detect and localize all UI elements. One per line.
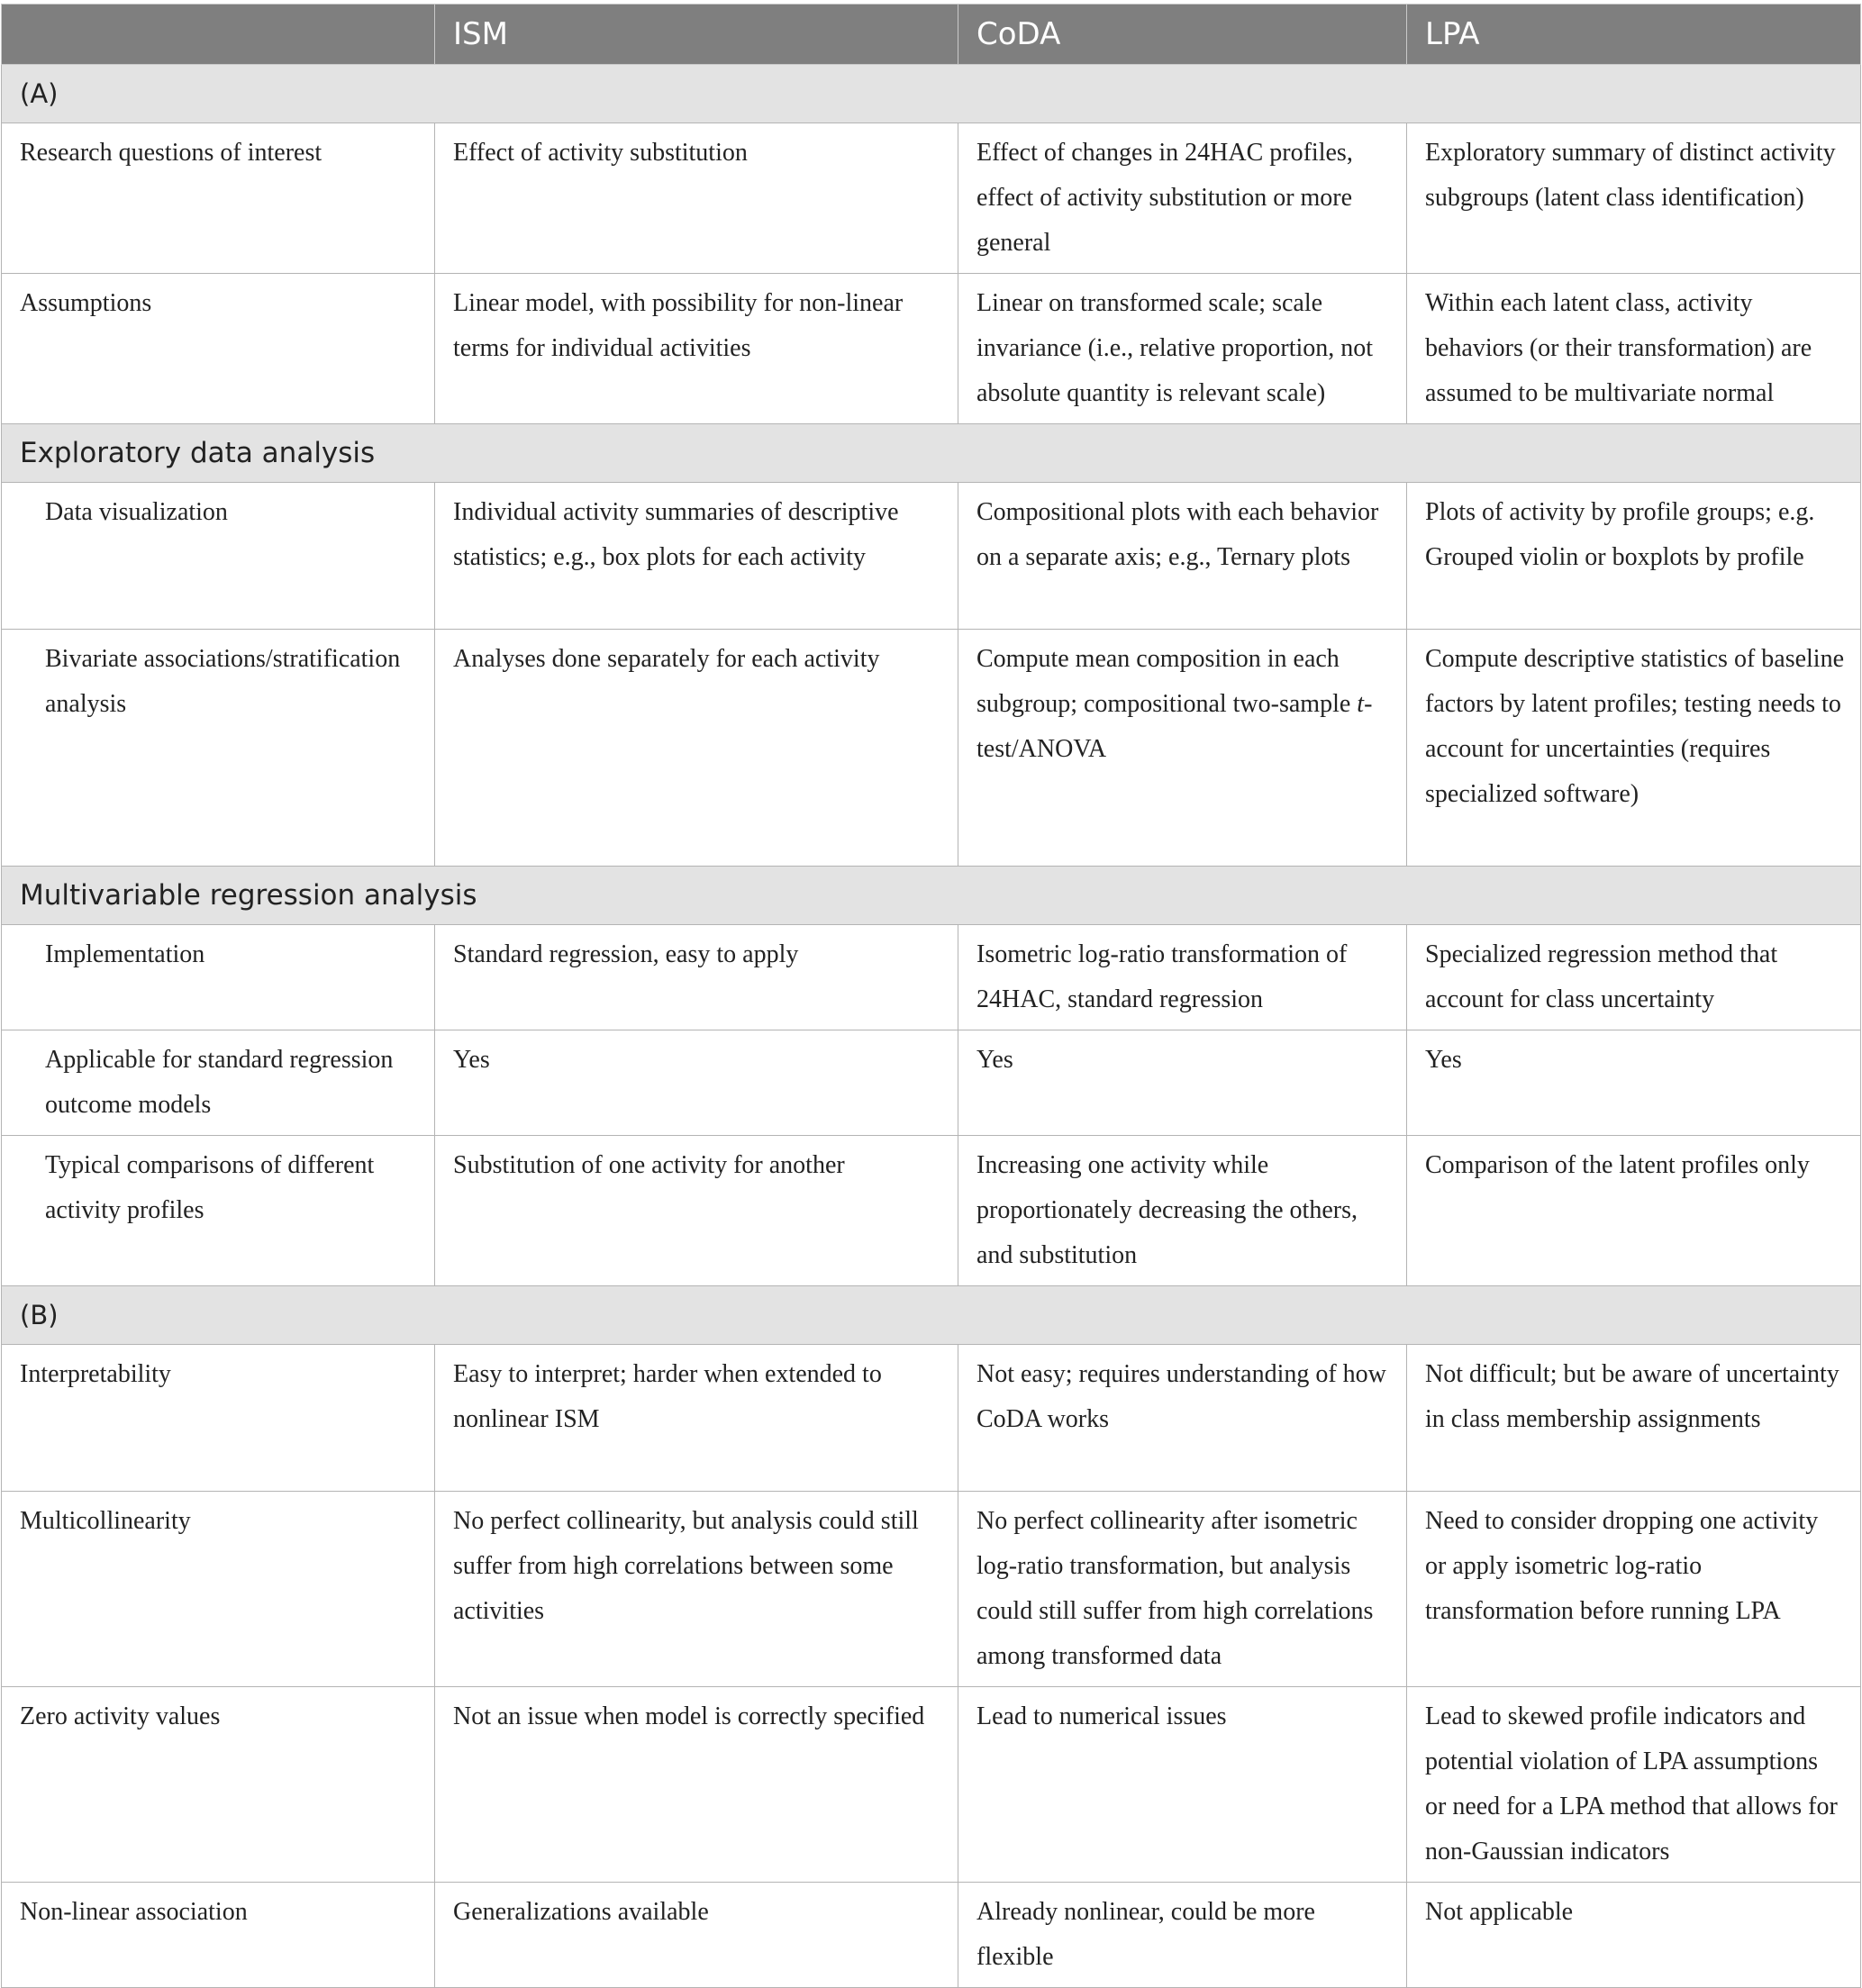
cell-ism: Effect of activity substitution — [435, 123, 958, 274]
cell-lpa: Comparison of the latent profiles only — [1407, 1136, 1861, 1286]
row-label: Non-linear association — [2, 1883, 435, 1988]
table-row-assumptions — [2, 274, 1861, 424]
cell-coda: Already nonlinear, could be more flexible — [958, 1883, 1407, 1988]
cell-ism: Generalizations available — [435, 1883, 958, 1988]
cell-coda: No perfect collinearity after isometric log-ratio transformation, but analysis could still suffer from high correlations among transformed data — [958, 1492, 1407, 1687]
table-row-implementation — [2, 925, 1861, 1030]
row-label: Applicable for standard regression outcome models — [2, 1030, 435, 1136]
cell-coda-text-start: Compute mean composition in each subgroup; compositional two-sample — [976, 645, 1358, 718]
row-label: Data visualization — [2, 483, 435, 630]
header-row — [2, 5, 1861, 65]
cell-coda: Yes — [958, 1030, 1407, 1136]
table-row-nonlinear — [2, 1883, 1861, 1988]
cell-ism: Yes — [435, 1030, 958, 1136]
row-label: Zero activity values — [2, 1687, 435, 1883]
header-ism: ISM — [435, 5, 958, 65]
table-row-interpretability — [2, 1345, 1861, 1492]
row-label: Implementation — [2, 925, 435, 1030]
table-row-research-questions — [2, 123, 1861, 274]
cell-lpa: Yes — [1407, 1030, 1861, 1136]
cell-lpa: Not difficult; but be aware of uncertainty in class membership assignments — [1407, 1345, 1861, 1492]
cell-coda: Effect of changes in 24HAC profiles, effect of activity substitution or more general — [958, 123, 1407, 274]
header-empty-cell — [2, 5, 435, 65]
cell-coda: Lead to numerical issues — [958, 1687, 1407, 1883]
cell-coda: Compositional plots with each behavior on a separate axis; e.g., Ternary plots — [958, 483, 1407, 630]
table-row-zero-activity — [2, 1687, 1861, 1883]
comparison-table — [1, 4, 1861, 1988]
header-coda: CoDA — [958, 5, 1407, 65]
cell-ism: Not an issue when model is correctly specified — [435, 1687, 958, 1883]
section-label-b: (B) — [2, 1286, 1861, 1345]
section-label-eda: Exploratory data analysis — [2, 424, 1861, 483]
row-label: Bivariate associations/stratification analysis — [2, 630, 435, 867]
cell-ism: No perfect collinearity, but analysis could still suffer from high correlations between some activities — [435, 1492, 958, 1687]
cell-lpa: Within each latent class, activity behaviors (or their transformation) are assumed to be multivariate normal — [1407, 274, 1861, 424]
table-row-data-visualization — [2, 483, 1861, 630]
cell-coda — [958, 630, 1407, 867]
cell-lpa: Plots of activity by profile groups; e.g. Grouped violin or boxplots by profile — [1407, 483, 1861, 630]
cell-coda: Increasing one activity while proportionately decreasing the others, and substitution — [958, 1136, 1407, 1286]
row-label: Multicollinearity — [2, 1492, 435, 1687]
section-label-a: (A) — [2, 65, 1861, 123]
cell-coda: Linear on transformed scale; scale invariance (i.e., relative proportion, not absolute quantity is relevant scale) — [958, 274, 1407, 424]
cell-coda-text-end: -test/ANOVA — [976, 690, 1373, 763]
table-row-bivariate — [2, 630, 1861, 867]
header-lpa: LPA — [1407, 5, 1861, 65]
section-row-mra — [2, 867, 1861, 925]
cell-lpa: Need to consider dropping one activity or apply isometric log-ratio transformation before running LPA — [1407, 1492, 1861, 1687]
cell-coda-text-italic: t — [1357, 690, 1365, 718]
section-label-mra: Multivariable regression analysis — [2, 867, 1861, 925]
cell-ism: Linear model, with possibility for non-linear terms for individual activities — [435, 274, 958, 424]
table-row-typical-comparisons — [2, 1136, 1861, 1286]
cell-lpa: Compute descriptive statistics of baseline factors by latent profiles; testing needs to account for uncertainties (requires specialized software) — [1407, 630, 1861, 867]
section-row-a — [2, 65, 1861, 123]
row-label: Research questions of interest — [2, 123, 435, 274]
table-row-applicable — [2, 1030, 1861, 1136]
cell-lpa: Exploratory summary of distinct activity subgroups (latent class identification) — [1407, 123, 1861, 274]
cell-ism: Easy to interpret; harder when extended to nonlinear ISM — [435, 1345, 958, 1492]
cell-coda: Isometric log-ratio transformation of 24HAC, standard regression — [958, 925, 1407, 1030]
row-label: Assumptions — [2, 274, 435, 424]
section-row-eda — [2, 424, 1861, 483]
cell-lpa: Lead to skewed profile indicators and potential violation of LPA assumptions or need for a LPA method that allows for non-Gaussian indicators — [1407, 1687, 1861, 1883]
row-label: Typical comparisons of different activity profiles — [2, 1136, 435, 1286]
cell-lpa: Specialized regression method that account for class uncertainty — [1407, 925, 1861, 1030]
section-row-b — [2, 1286, 1861, 1345]
row-label: Interpretability — [2, 1345, 435, 1492]
cell-ism: Analyses done separately for each activity — [435, 630, 958, 867]
cell-lpa: Not applicable — [1407, 1883, 1861, 1988]
table-row-multicollinearity — [2, 1492, 1861, 1687]
cell-coda: Not easy; requires understanding of how CoDA works — [958, 1345, 1407, 1492]
cell-ism: Substitution of one activity for another — [435, 1136, 958, 1286]
cell-ism: Individual activity summaries of descriptive statistics; e.g., box plots for each activity — [435, 483, 958, 630]
cell-ism: Standard regression, easy to apply — [435, 925, 958, 1030]
